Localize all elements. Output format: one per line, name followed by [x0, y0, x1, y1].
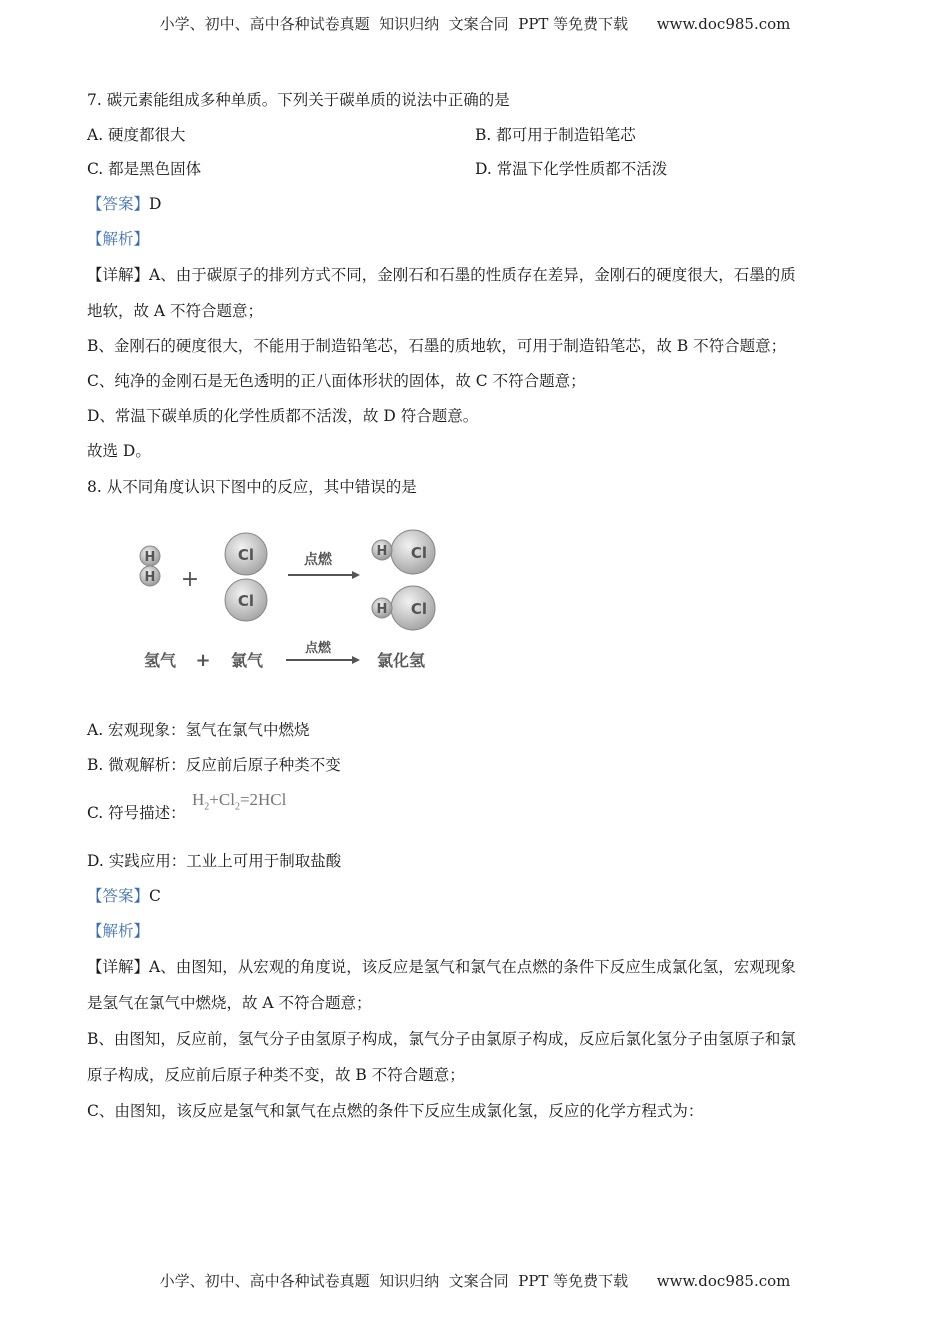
detail-tag: 【详解】 [87, 958, 150, 976]
eq-cl-sub: 2 [234, 801, 240, 813]
q8-answer [87, 886, 161, 906]
answer-value: C [149, 887, 161, 905]
reaction-condition: 点燃 [304, 552, 332, 568]
q8-analysis-tag: 【解析】 [87, 922, 150, 940]
q7-detail-3: B、金刚石的硬度很大，不能用于制造铅笔芯，石墨的质地软，可用于制造铅笔芯，故 B 不符合题意； [87, 337, 787, 355]
reaction-diagram [130, 520, 460, 680]
atom-cl-label: Cl [237, 592, 255, 610]
q8-detail-3: B、由图知，反应前，氢气分子由氢原子构成，氯气分子由氯原子构成，反应后氯化氢分子由氢原子和氯 [87, 1030, 796, 1048]
answer-value: D [149, 195, 162, 213]
atom-h-label: H [376, 544, 388, 559]
q7-option-b: B. 都可用于制造铅笔芯 [475, 126, 636, 144]
q8-detail-4: 原子构成，反应前后原子种类不变，故 B 不符合题意； [87, 1066, 465, 1084]
q8-detail-1 [87, 957, 796, 977]
word-condition: 点燃 [304, 641, 332, 656]
cl2-molecule [225, 533, 267, 621]
h2-molecule [140, 546, 160, 586]
plus-sign: + [180, 567, 200, 592]
hcl-molecule [372, 586, 435, 630]
q8-option-c: C. 符号描述： [87, 804, 186, 822]
answer-tag: 【答案】 [87, 887, 150, 905]
q7-option-c: C. 都是黑色固体 [87, 160, 202, 178]
eq-plus-cl: +Cl [209, 790, 235, 809]
atom-cl-label: Cl [410, 544, 428, 562]
page-header: 小学、初中、高中各种试卷真题 知识归纳 文案合同 PPT 等免费下载 www.doc985.com [159, 15, 791, 33]
word-arrow-head [352, 656, 360, 664]
q8-stem: 8. 从不同角度认识下图中的反应，其中错误的是 [87, 478, 417, 496]
atom-h-label: H [376, 602, 388, 617]
atom-cl-label: Cl [237, 546, 255, 564]
q7-answer [87, 194, 161, 214]
detail-text: A、由于碳原子的排列方式不同，金刚石和石墨的性质存在差异，金刚石的硬度很大，石墨的质 [149, 266, 796, 284]
word-plus: + [195, 650, 211, 671]
q8-detail-2: 是氢气在氯气中燃烧，故 A 不符合题意； [87, 994, 372, 1012]
q7-conclusion: 故选 D。 [87, 442, 151, 460]
chemical-equation [192, 790, 286, 812]
atom-h-label: H [144, 550, 156, 565]
arrow-head [352, 571, 360, 579]
q7-stem: 7. 碳元素能组成多种单质。下列关于碳单质的说法中正确的是 [87, 91, 510, 109]
hcl-molecule [372, 530, 435, 574]
eq-rest: =2HCl [239, 790, 287, 809]
q8-option-d: D. 实践应用：工业上可用于制取盐酸 [87, 852, 342, 870]
atom-cl-label: Cl [410, 600, 428, 618]
word-h2: 氢气 [143, 651, 177, 670]
q7-detail-1 [87, 265, 796, 285]
word-cl2: 氯气 [230, 651, 264, 670]
q8-option-a: A. 宏观现象：氢气在氯气中燃烧 [87, 721, 310, 739]
q8-detail-5: C、由图知，该反应是氢气和氯气在点燃的条件下反应生成氯化氢，反应的化学方程式为： [87, 1102, 704, 1120]
q7-analysis-tag: 【解析】 [87, 230, 150, 248]
atom-h-label: H [144, 570, 156, 585]
eq-h: H [192, 790, 205, 809]
q7-detail-4: C、纯净的金刚石是无色透明的正八面体形状的固体，故 C 不符合题意； [87, 372, 586, 390]
q7-option-d: D. 常温下化学性质都不活泼 [475, 160, 668, 178]
page-footer: 小学、初中、高中各种试卷真题 知识归纳 文案合同 PPT 等免费下载 www.doc985.com [159, 1272, 791, 1290]
detail-tag: 【详解】 [87, 266, 150, 284]
eq-h-sub: 2 [204, 801, 210, 813]
q7-option-a: A. 硬度都很大 [87, 126, 186, 144]
word-hcl: 氯化氢 [376, 651, 426, 670]
q7-detail-5: D、常温下碳单质的化学性质都不活泼，故 D 符合题意。 [87, 407, 479, 425]
q7-detail-2: 地软，故 A 不符合题意； [87, 302, 264, 320]
answer-tag: 【答案】 [87, 195, 150, 213]
detail-text: A、由图知，从宏观的角度说，该反应是氢气和氯气在点燃的条件下反应生成氯化氢，宏观现象 [149, 958, 796, 976]
q8-option-b: B. 微观解析：反应前后原子种类不变 [87, 756, 341, 774]
